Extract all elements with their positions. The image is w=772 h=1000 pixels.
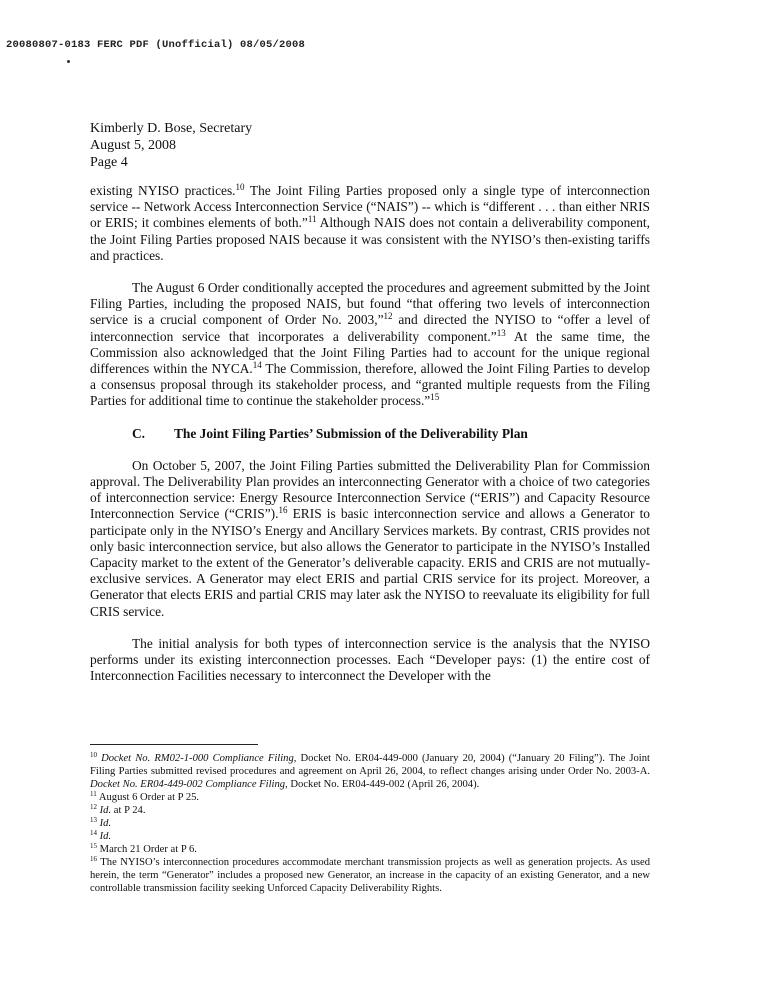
text-run: , Docket No. ER04-449-000 (January 20, 2004) (“January 20 Filing”). The Joint Filing Parties submitted revised procedures and agreement on April 26, 2004, to reflect changes arising under Order No. 2003-A. <box>90 753 650 777</box>
footnote-ref-12: 12 <box>383 311 393 322</box>
footnote-ref-16: 16 <box>278 505 288 516</box>
text-run: On October 5, 2007, the Joint Filing Parties submitted the Deliverability Plan for Commission approval. The Deliverability Plan provides an interconnecting Generator with a choice of two categories of interconnection service: Energy Resource Interconnection Service (“ERIS”) and Capacity Resource Interconnection Service (“CRIS”). <box>90 457 650 522</box>
citation-italic: Docket No. ER04-449-002 Compliance Filing <box>90 779 286 790</box>
footnote-ref-14: 14 <box>252 360 262 371</box>
footnote-ref-11: 11 <box>307 214 317 225</box>
footnote-ref-13: 13 <box>496 327 506 338</box>
footnote-16 <box>90 856 650 895</box>
footnote-number: 15 <box>90 842 97 850</box>
citation-italic: Id. <box>99 818 112 829</box>
footnote-10 <box>90 752 650 791</box>
citation-italic: Docket No. RM02-1-000 Compliance Filing <box>101 753 294 764</box>
text-run: The August 6 Order conditionally accepted the procedures and agreement submitted by the Joint Filing Parties, including the proposed NAIS, but found “that offering two levels of interconnection service is a crucial component of Order No. 2003,” <box>90 280 650 328</box>
text-run: The initial analysis for both types of interconnection service is the analysis that the NYISO performs under its existing interconnection processes. Each “Developer pays: (1) the entire cost of Interconnection Facilities necessary to interconnect the Developer with the <box>90 635 650 684</box>
text-run: and directed the NYISO to “offer a level of interconnection service that incorporates a deliverability component.” <box>90 312 650 344</box>
citation-italic: Id. <box>99 831 112 842</box>
letterhead <box>90 120 252 171</box>
footnote-number: 13 <box>90 816 97 824</box>
paragraph-2 <box>90 280 650 410</box>
text-run: August 6 Order at P 25. <box>98 792 200 803</box>
footnote-number: 12 <box>90 803 97 811</box>
footnote-number: 14 <box>90 829 97 837</box>
text-run: at P 24. <box>111 805 146 816</box>
letter-date: August 5, 2008 <box>90 138 176 153</box>
footnote-number: 11 <box>90 790 97 798</box>
page-number: Page 4 <box>90 155 128 170</box>
text-run: existing NYISO practices. <box>90 183 236 198</box>
footnotes <box>90 752 650 895</box>
section-title: The Joint Filing Parties’ Submission of the Deliverability Plan <box>174 425 528 441</box>
text-run: Although NAIS does not contain a deliverability component, the Joint Filing Parties proposed NAIS because it was consistent with the NYISO’s then-existing tariffs and practices. <box>90 215 650 263</box>
document-body <box>90 183 650 684</box>
section-letter: C. <box>132 425 146 441</box>
text-run: ERIS is basic interconnection service and allows a Generator to participate only in the NYISO’s Energy and Ancillary Services markets. By contrast, CRIS provides not only basic interconnection service, but also allows the Generator to participate in the NYISO’s Installed Capacity market to the extent of the Generator’s deliverable capacity. ERIS and CRIS are not mutually-exclusive services. A Generator may elect ERIS and partial CRIS service for its project. Moreover, a Generator that elects ERIS and partial CRIS may later ask the NYISO to reevaluate its eligibility for full CRIS service. <box>90 506 651 619</box>
text-run: March 21 Order at P 6. <box>99 844 197 855</box>
text-run: At the same time, the Commission also acknowledged that the Joint Filing Parties had to account for the unique regional differences within the NYCA. <box>90 328 650 377</box>
paragraph-4 <box>90 636 650 685</box>
footnote-ref-15: 15 <box>430 392 440 403</box>
scan-speck <box>67 60 70 63</box>
text-run: , Docket No. ER04-449-002 (April 26, 2004). <box>285 779 480 790</box>
footnote-ref-10: 10 <box>235 182 245 192</box>
footnote-number: 10 <box>90 751 97 759</box>
footnote-13 <box>90 817 650 830</box>
fax-header: 20080807-0183 FERC PDF (Unofficial) 08/05/2008 <box>6 39 306 51</box>
text-run: The Commission, therefore, allowed the Joint Filing Parties to develop a consensus proposal through its stakeholder process, and “granted multiple requests from the Filing Parties for additional time to continue the stakeholder process.” <box>90 361 650 409</box>
paragraph-3 <box>90 458 650 620</box>
recipient-name: Kimberly D. Bose, Secretary <box>90 121 253 136</box>
text-run: The NYISO’s interconnection procedures accommodate merchant transmission projects as well as generation projects. As used herein, the term “Generator” includes a proposed new Generator, an increase in the capacity of an existing Generator, and a new controllable transmission facility seeking Unforced Capacity Deliverability Rights. <box>90 857 650 894</box>
text-run: The Joint Filing Parties proposed only a single type of interconnection service -- Network Access Interconnection Service (“NAIS”) -- which is “different . . . than either NRIS or ERIS; it combines elements of both.” <box>90 183 650 231</box>
footnote-number: 16 <box>90 855 97 863</box>
citation-italic: Id. <box>99 805 112 816</box>
paragraph-1 <box>90 183 650 264</box>
footnote-11 <box>90 791 650 804</box>
footnote-14 <box>90 830 650 843</box>
footnote-15 <box>90 843 650 856</box>
section-heading-c <box>90 426 650 442</box>
footnote-rule <box>90 744 258 745</box>
footnote-12 <box>90 804 650 817</box>
